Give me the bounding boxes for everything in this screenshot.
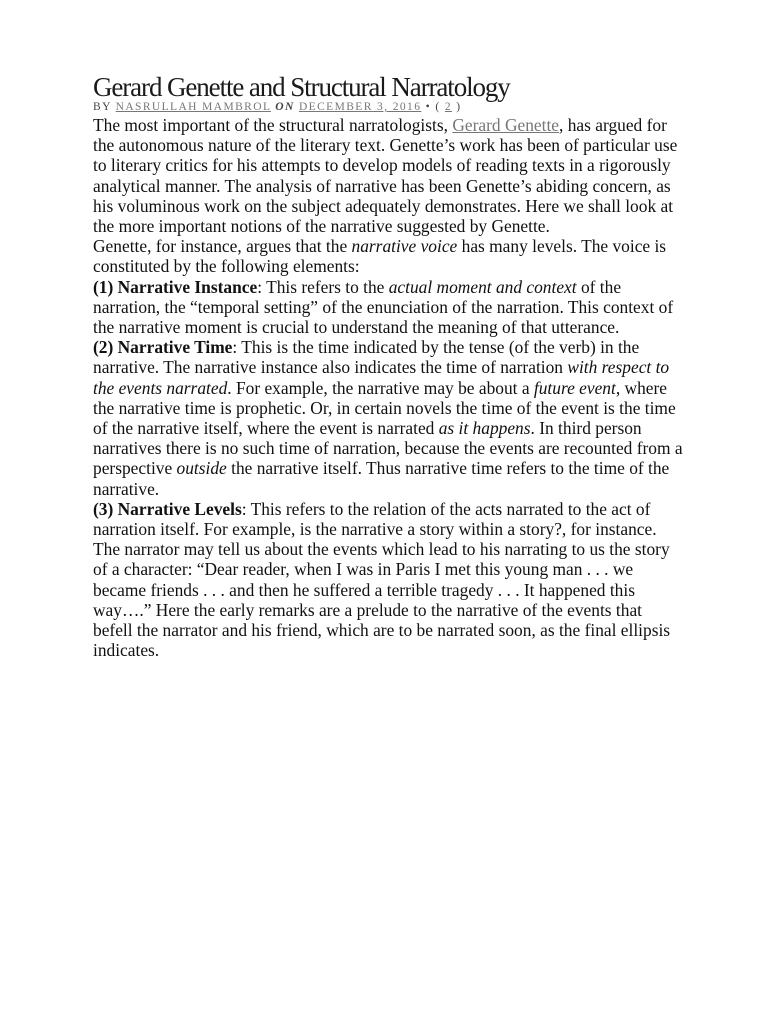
paragraph-narrative-voice — [93, 236, 683, 276]
paragraph-intro — [93, 115, 683, 236]
time-text-1: : This is the time indicated by the tense (of the verb) in the narrative. The narrative instance also indicates the time of narration — [93, 337, 640, 378]
article-meta — [93, 100, 683, 114]
instance-emphasis: actual moment and context — [388, 276, 577, 297]
time-text-4: . In third person narratives there is no such time of narration, because the events are recounted from a perspective — [93, 418, 683, 479]
comments-close-paren: ) — [456, 101, 462, 113]
intro-text-1: The most important of the structural narratologists, — [93, 115, 453, 135]
meta-separator: • — [425, 101, 432, 113]
intro-text-2: , has argued for the autonomous nature of the literary text. Genette’s work has been of particular use to literary critics for his attempts to develop models of reading texts in a rigorously analytical manner. The analysis of narrative has been Genette’s abiding concern, as his voluminous work on the subject adequately demonstrates. Here we shall look at the more important notions of the narrative suggested by Genette. — [93, 115, 678, 237]
narrative-instance-heading: (1) Narrative Instance — [93, 276, 258, 297]
time-text-5: the narrative itself. Thus narrative time refers to the time of the narrative. — [93, 458, 670, 499]
gerard-genette-link[interactable]: Gerard Genette — [452, 115, 560, 135]
time-emphasis-4: outside — [176, 458, 227, 479]
article — [93, 70, 683, 660]
instance-text-1: : This refers to the — [257, 276, 389, 297]
comments-open-paren: ( — [435, 101, 441, 113]
instance-text-2: of the narration, the “temporal setting” of the enunciation of the narration. This context of the narrative moment is crucial to understand the meaning of that utterance. — [93, 276, 674, 338]
narrative-time-heading: (2) Narrative Time — [93, 337, 233, 358]
paragraph-narrative-instance — [93, 277, 683, 338]
narrative-levels-heading: (3) Narrative Levels — [93, 498, 242, 519]
levels-text-1: : This refers to the relation of the acts narrated to the act of narration itself. For example, is the narrative a story within a story?, for instance. The narrator may tell us about the events which lead to his narrating to us the story of a character: “Dear reader, when I was in Paris I met this young man . . . we became friends . . . and then he suffered a terrible tragedy . . . It happened this way….” Here the early remarks are a prelude to the narrative of the events that befell the narrator and his friend, which are to be narrated soon, as the final ellipsis indicates. — [93, 498, 671, 661]
date-link[interactable]: DECEMBER 3, 2016 — [298, 101, 422, 113]
paragraph-narrative-levels — [93, 499, 683, 661]
time-text-2: . For example, the narrative may be about a — [227, 377, 534, 398]
time-emphasis-1: with respect to the events narrated — [93, 357, 670, 398]
meta-on: ON — [275, 101, 295, 113]
voice-emphasis: narrative voice — [351, 236, 458, 257]
comments-link[interactable]: 2 — [444, 101, 453, 113]
voice-text-1: Genette, for instance, argues that the — [93, 236, 352, 257]
paragraph-narrative-time — [93, 337, 683, 499]
time-text-3: , where the narrative time is prophetic. Or, in certain novels the time of the event is the time of the narrative itself, where the event is narrated — [93, 377, 676, 439]
time-emphasis-3: as it happens — [438, 418, 531, 439]
article-title: Gerard Genette and Structural Narratology — [93, 72, 510, 102]
meta-by: BY — [93, 101, 112, 113]
time-emphasis-2: future event — [533, 377, 616, 398]
author-link[interactable]: NASRULLAH MAMBROL — [115, 101, 271, 113]
voice-text-2: has many levels. The voice is constituted by the following elements: — [93, 236, 667, 277]
